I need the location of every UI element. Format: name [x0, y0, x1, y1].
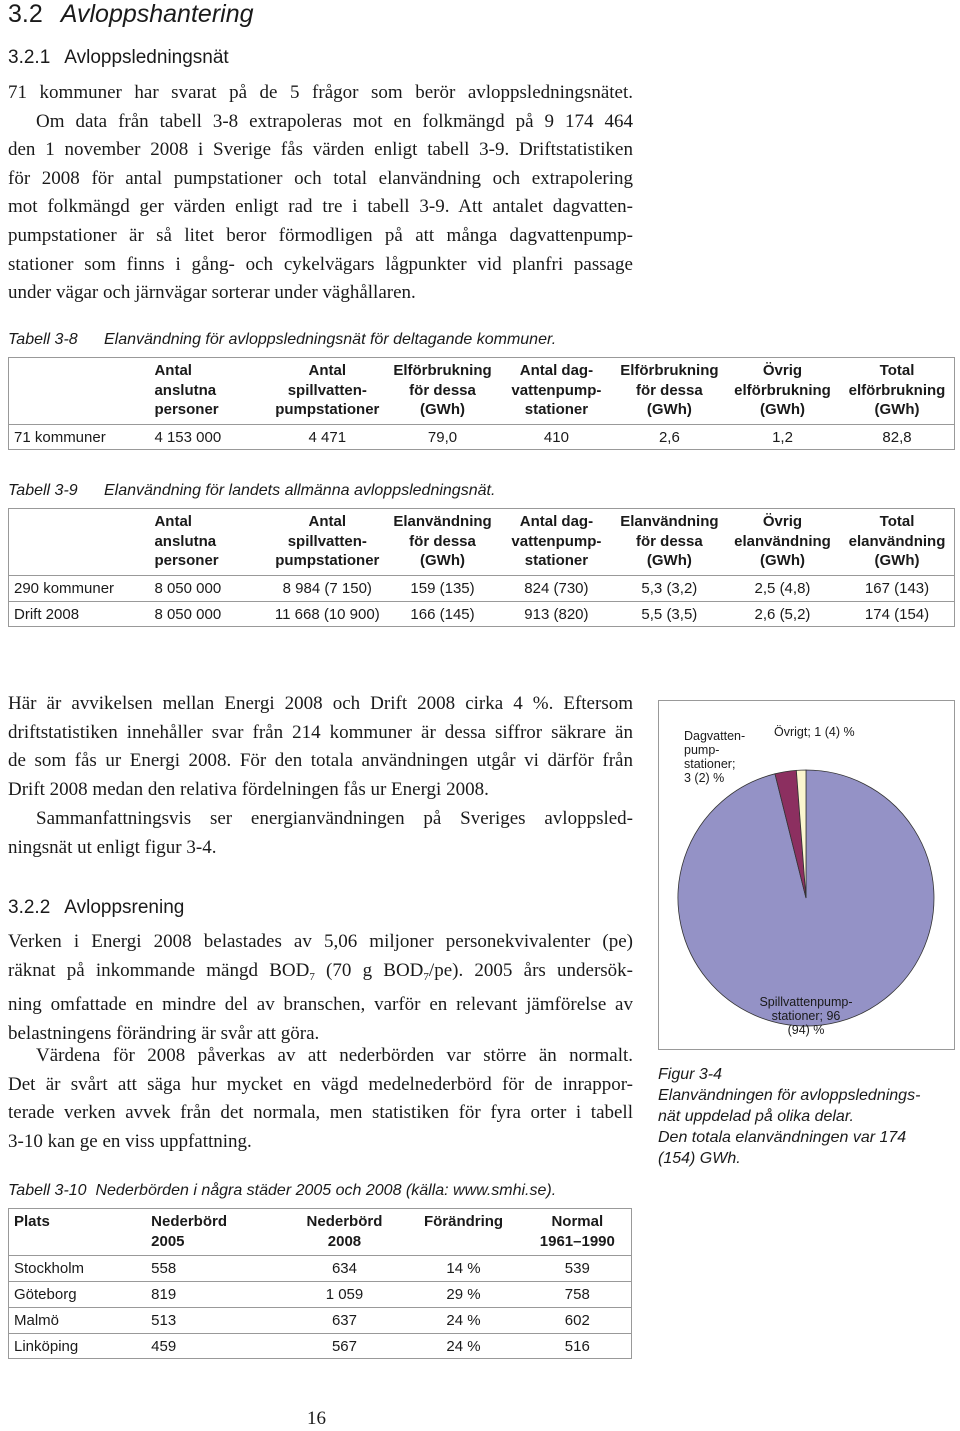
table-cell: Malmö: [8, 1308, 145, 1334]
section-number: 3.2: [8, 0, 43, 28]
table-cell: 513: [145, 1308, 284, 1334]
table-cell: 2,5 (4,8): [726, 575, 839, 601]
paragraph-treatment: [8, 928, 633, 1048]
table-3-10: [8, 1208, 632, 1359]
paragraph-precipitation: [8, 1042, 633, 1156]
figure-caption-line: Elanvändningen för avloppslednings-: [658, 1087, 921, 1104]
table-cell: 82,8: [839, 424, 955, 450]
column-header: Övrig elförbrukning (GWh): [734, 362, 831, 418]
table-cell: 824 (730): [500, 575, 613, 601]
table-cell: 8 050 000: [148, 601, 269, 627]
text-line: Om data från tabell 3-8 extrapoleras mot en folkmängd på 9 174 464: [36, 110, 633, 132]
subsection-number: 3.2.1: [8, 47, 51, 68]
paragraph-summary: [8, 805, 633, 862]
column-header: Plats: [14, 1213, 50, 1230]
table-cell: 4 153 000: [148, 424, 269, 450]
figure-caption-line: nät uppdelad på olika delar.: [658, 1108, 854, 1125]
table-cell: 71 kommuner: [8, 424, 148, 450]
table-cell: 410: [500, 424, 613, 450]
text-line: Drift 2008 medan den relativa fördelningen fås ur Energi 2008.: [8, 778, 489, 800]
table-cell: 4 471: [270, 424, 385, 450]
column-header: Antal spillvatten- pumpstationer: [275, 362, 380, 418]
table-cell: 567: [284, 1334, 404, 1360]
table-cell: 819: [145, 1282, 284, 1308]
section-heading: [8, 0, 254, 29]
column-header: Elanvändning för dessa (GWh): [620, 513, 719, 569]
column-header: Nederbörd 2005: [151, 1213, 227, 1250]
pie-slice-label: Övrigt; 1 (4) %: [774, 725, 855, 739]
table-row: [8, 1308, 632, 1334]
table-cell: 459: [145, 1334, 284, 1360]
table-label: Tabell 3-8: [8, 331, 78, 348]
text-line: driftstatistiken innehåller svar från 214 kommuner är dessa siffror säkrare än: [8, 721, 633, 743]
table-3-9-caption: [8, 482, 495, 500]
text-line: 71 kommuner har svarat på de 5 frågor som berör avloppsledningsnätet.: [8, 82, 633, 103]
subsection-heading-2: [8, 897, 184, 919]
table-caption-text: Elanvändning för avloppsledningsnät för deltagande kommuner.: [104, 331, 557, 348]
text-line: Det är svårt att säga hur mycket en vägd medelnederbörd för de inrappor-: [8, 1073, 633, 1095]
subsection-number: 3.2.2: [8, 897, 51, 918]
table-row: [8, 1334, 632, 1360]
text-line: Här är avvikelsen mellan Energi 2008 och Drift 2008 cirka 4 %. Eftersom: [8, 693, 633, 714]
table-3-8-caption: [8, 331, 556, 349]
table-cell: 29 %: [404, 1282, 522, 1308]
table-3-10-caption: [8, 1182, 556, 1200]
table-cell: Göteborg: [8, 1282, 145, 1308]
table-row: [8, 424, 955, 450]
column-header: Elförbrukning för dessa (GWh): [620, 362, 719, 418]
column-header: [8, 357, 148, 424]
text-line-bod: räknat på inkommande mängd $BOD_7$ (70 g $BOD_7/pe$). 2005 års undersök-: [8, 959, 633, 983]
table-cell: 174 (154): [839, 601, 955, 627]
table-row: [8, 575, 955, 601]
figure-caption: [658, 1064, 958, 1169]
text-line: terade verken avvek från det normala, men statistiken för fyra orter i tabell: [8, 1102, 633, 1124]
table-cell: 8 050 000: [148, 575, 269, 601]
table-3-9: [8, 508, 955, 627]
table-cell: 758: [523, 1282, 632, 1308]
column-header: Normal 1961–1990: [539, 1213, 615, 1250]
table-cell: 1 059: [284, 1282, 404, 1308]
table-cell: 558: [145, 1256, 284, 1282]
table-caption-text: Nederbörden i några städer 2005 och 2008 (källa: www.smhi.se).: [95, 1182, 557, 1199]
table-cell: 2,6 (5,2): [726, 601, 839, 627]
column-header: Elanvändning för dessa (GWh): [393, 513, 492, 569]
table-cell: 913 (820): [500, 601, 613, 627]
table-3-8: [8, 357, 955, 450]
text-line: de som fås ur Energi 2008. För den totala användningen utgår vi därför från: [8, 750, 633, 772]
table-cell: 637: [284, 1308, 404, 1334]
table-row: [8, 1256, 632, 1282]
table-cell: 79,0: [385, 424, 500, 450]
text-line: mot folkmängd ger värden enligt rad tre i tabell 3-9. Att antalet dagvatten-: [8, 196, 633, 218]
table-cell: 166 (145): [385, 601, 500, 627]
paragraph-intro: [8, 79, 633, 308]
column-header: Förändring: [423, 1213, 504, 1230]
column-header: Antal anslutna personer: [154, 513, 219, 569]
column-header: Antal anslutna personer: [154, 362, 219, 418]
table-cell: 1,2: [726, 424, 839, 450]
column-header: Total elanvändning (GWh): [848, 513, 946, 569]
table-row: [8, 1282, 632, 1308]
table-cell: 516: [523, 1334, 632, 1360]
text-line: stationer som finns i gång- och cykelvägars lågpunkter vid planfri passage: [8, 253, 633, 275]
figure-caption-line: Den totala elanvändningen var 174: [658, 1129, 907, 1146]
table-label: Tabell 3-10: [8, 1182, 87, 1199]
table-cell: 8 984 (7 150): [270, 575, 385, 601]
table-header-row: [8, 357, 955, 424]
text-line: Sammanfattningsvis ser energianvändningen på Sveriges avloppsled-: [36, 808, 633, 829]
column-header: Antal dag- vattenpump- stationer: [511, 362, 602, 418]
section-title: Avloppshantering: [60, 0, 254, 28]
table-cell: 602: [523, 1308, 632, 1334]
text-line: 3-10 kan ge en viss uppfattning.: [8, 1130, 252, 1152]
table-cell: 2,6: [613, 424, 726, 450]
subsection-title: Avloppsrening: [64, 897, 185, 918]
table-caption-text: Elanvändning för landets allmänna avloppsledningsnät.: [104, 482, 496, 499]
column-header: Antal dag- vattenpump- stationer: [511, 513, 602, 569]
text-line: Verken i Energi 2008 belastades av 5,06 miljoner personekvivalenter (pe): [8, 931, 633, 952]
table-cell: 11 668 (10 900): [270, 601, 385, 627]
subsection-heading-1: [8, 47, 229, 69]
table-cell: 5,5 (3,5): [613, 601, 726, 627]
column-header: Övrig elanvändning (GWh): [734, 513, 831, 569]
table-cell: 24 %: [404, 1334, 522, 1360]
text-line: ningsnät ut enligt figur 3-4.: [8, 836, 217, 858]
table-cell: 167 (143): [839, 575, 955, 601]
table-cell: 159 (135): [385, 575, 500, 601]
table-cell: Stockholm: [8, 1256, 145, 1282]
figure-caption-line: Figur 3-4: [658, 1066, 723, 1083]
pie-chart-figure-3-4: [658, 700, 955, 1050]
column-header: Antal spillvatten- pumpstationer: [275, 513, 380, 569]
table-label: Tabell 3-9: [8, 482, 78, 499]
text-line: pumpstationer är så litet beror förmodligen på att många dagvattenpump-: [8, 224, 633, 246]
pie-slice-label: Dagvatten-pump-stationer; 3 (2) %: [684, 729, 746, 785]
table-cell: 14 %: [404, 1256, 522, 1282]
subsection-title: Avloppsledningsnät: [64, 47, 229, 68]
text-line: Värdena för 2008 påverkas av att nederbörden var större än normalt.: [36, 1045, 633, 1066]
page-number: 16: [307, 1408, 326, 1429]
table-cell: 24 %: [404, 1308, 522, 1334]
table-cell: 634: [284, 1256, 404, 1282]
figure-caption-line: (154) GWh.: [658, 1150, 741, 1167]
table-header-row: [8, 508, 955, 575]
table-cell: Linköping: [8, 1334, 145, 1360]
paragraph-deviation: [8, 690, 633, 804]
text-line: den 1 november 2008 i Sverige fås värden enligt tabell 3-9. Driftstatistiken: [8, 139, 633, 161]
pie-slice-label: Spillvattenpump-stationer; 96 (94) %: [759, 995, 853, 1037]
table-cell: 539: [523, 1256, 632, 1282]
table-cell: Drift 2008: [8, 601, 148, 627]
text-line: för 2008 för antal pumpstationer och total elanvändning och extrapolering: [8, 167, 633, 189]
column-header: Elförbrukning för dessa (GWh): [393, 362, 492, 418]
table-header-row: [8, 1208, 632, 1256]
column-header: Nederbörd 2008: [306, 1213, 383, 1250]
table-cell: 290 kommuner: [8, 575, 148, 601]
column-header: Total elförbrukning (GWh): [848, 362, 946, 418]
text-line: ning omfattade en mindre del av branschen, varför en relevant jämförelse av: [8, 994, 633, 1016]
column-header: [8, 508, 148, 575]
table-cell: 5,3 (3,2): [613, 575, 726, 601]
table-row: [8, 601, 955, 627]
text-line: belastningens förändring är svår att göra.: [8, 1022, 320, 1044]
text-line: under vägar och järnvägar sorterar under väghållaren.: [8, 282, 416, 304]
